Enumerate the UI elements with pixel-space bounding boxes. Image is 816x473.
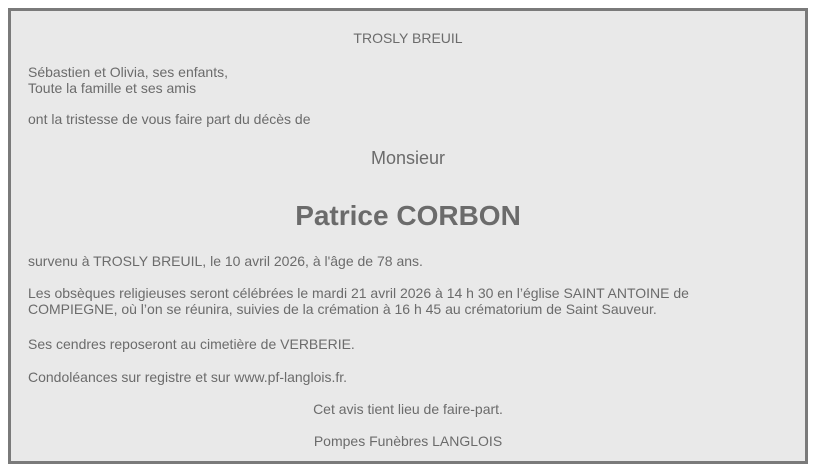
funeral-home-name: Pompes Funèbres LANGLOIS — [313, 433, 503, 449]
funeral-details-line-1: Les obsèques religieuses seront célébrées le mardi 21 avril 2026 à 14 h 30 en l’église SAINT ANTOINE de — [28, 285, 689, 301]
intro-text: ont la tristesse de vous faire part du décès de — [28, 111, 311, 127]
notice-statement: Cet avis tient lieu de faire-part. — [313, 401, 503, 417]
town-heading: TROSLY BREUIL — [353, 30, 463, 46]
death-notice-card — [8, 8, 808, 464]
family-line-2: Toute la famille et ses amis — [28, 80, 197, 96]
funeral-details-line-2: COMPIEGNE, où l’on se réunira, suivies de la crémation à 16 h 45 au crématorium de Saint Sauveur. — [28, 301, 657, 317]
ashes-info: Ses cendres reposeront au cimetière de VERBERIE. — [28, 336, 355, 352]
deceased-name: Patrice CORBON — [295, 200, 521, 231]
family-line-1: Sébastien et Olivia, ses enfants, — [28, 64, 228, 80]
civility: Monsieur — [370, 148, 446, 168]
death-info: survenu à TROSLY BREUIL, le 10 avril 2026, à l'âge de 78 ans. — [28, 253, 423, 269]
condolences-info: Condoléances sur registre et sur www.pf-langlois.fr. — [28, 369, 348, 385]
